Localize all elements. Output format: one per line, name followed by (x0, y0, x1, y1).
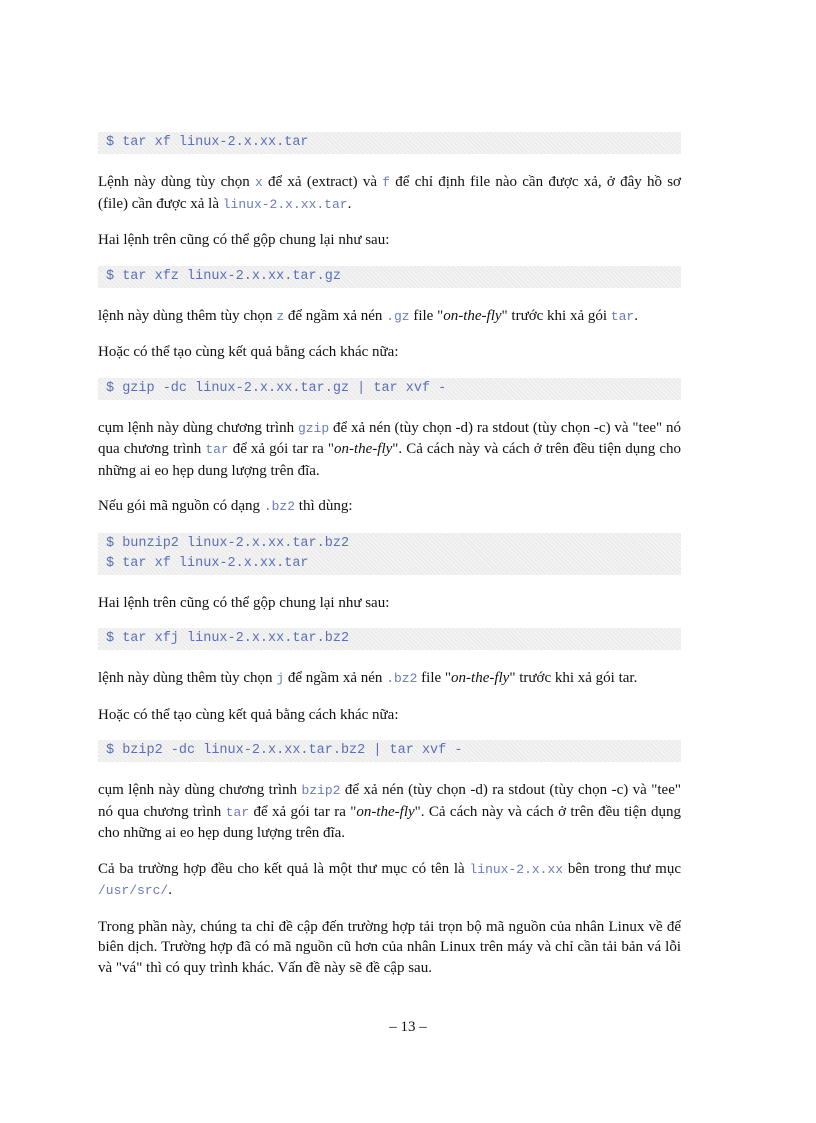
text: để chỉ định file nào cần được xả, ở đây hồ sơ (file) cần được xả là (98, 174, 681, 212)
text: Nếu gói mã nguồn có dạng (98, 498, 264, 514)
paragraph: Trong phần này, chúng ta chỉ đề cập đến trường hợp tải trọn bộ mã nguồn của nhân Linux về để biên dịch. Trường hợp đã có mã nguồn cũ hơn của nhân Linux trên máy và chỉ cần tải bản vá lỗi và "vá" thì có quy trình khác. Vấn đề này sẽ đề cập sau. (98, 918, 681, 976)
inline-code: linux-2.x.xx.tar (222, 196, 348, 212)
inline-code: gzip (297, 420, 330, 436)
text: bên trong thư mục (563, 860, 681, 877)
text: để xả nén (tùy chọn -d) ra stdout (tùy chọn -c) và "tee" nó qua chương trình (98, 782, 681, 820)
text: Lệnh này dùng tùy chọn (98, 174, 255, 190)
inline-code: bzip2 (301, 783, 341, 798)
paragraph: Hoặc có thể tạo cùng kết quả bằng cách khác nữa: (98, 344, 399, 360)
code-line: $ tar xfj linux-2.x.xx.tar.bz2 (106, 631, 350, 646)
text: Cả ba trường hợp đều cho kết quả là một thư mục có tên là (98, 860, 470, 877)
page-content (98, 132, 681, 978)
text: để xả (extract) và (262, 174, 383, 190)
paragraph: Hai lệnh trên cũng có thể gộp chung lại như sau: (98, 232, 390, 248)
paragraph (98, 859, 681, 902)
text: cụm lệnh này dùng chương trình (98, 419, 298, 436)
paragraph (98, 418, 681, 482)
code-line: $ bzip2 -dc linux-2.x.xx.tar.bz2 | tar xvf - (106, 743, 463, 758)
code-block (98, 628, 681, 650)
inline-code: tar (225, 804, 250, 820)
text: để ngầm xả nén (284, 670, 387, 686)
text: " trước khi xả gói tar. (509, 670, 638, 686)
emphasis: on-the-fly (333, 441, 393, 457)
text: để xả nén (tùy chọn -d) ra stdout (tùy chọn -c) và "tee" nó qua chương trình (98, 419, 682, 457)
code-line: $ tar xfz linux-2.x.xx.tar.gz (106, 268, 341, 284)
text: cụm lệnh này dùng chương trình (98, 782, 302, 798)
code-block (98, 740, 681, 762)
code-line: $ bunzip2 linux-2.x.xx.tar.bz2 (106, 535, 350, 551)
text: . (347, 195, 352, 212)
inline-code: linux-2.x.xx (469, 861, 564, 877)
text: file " (417, 670, 452, 686)
code-block (98, 132, 681, 154)
text: lệnh này dùng thêm tùy chọn (98, 670, 277, 686)
inline-code: j (276, 671, 285, 686)
code-block (98, 378, 681, 400)
inline-code: .gz (386, 308, 410, 324)
paragraph (98, 172, 681, 215)
code-block (98, 266, 681, 288)
text: ". Cả cách này và cách ở trên đều tiện dụng cho những ai eo hẹp dung lượng trên đĩa. (98, 441, 681, 479)
inline-code: tar (205, 442, 229, 457)
inline-code: /usr/src/ (98, 883, 169, 898)
text: lệnh này dùng thêm tùy chọn (98, 307, 277, 324)
emphasis: on-the-fly (443, 307, 502, 324)
inline-code: x (254, 175, 263, 190)
text: để ngầm xả nén (284, 307, 387, 324)
inline-code: z (276, 308, 285, 324)
paragraph (98, 668, 681, 690)
paragraph (98, 496, 681, 518)
inline-code: .bz2 (263, 499, 296, 514)
paragraph: Hai lệnh trên cũng có thể gộp chung lại như sau: (98, 594, 390, 611)
code-line: $ tar xf linux-2.x.xx.tar (106, 555, 309, 571)
text: . (634, 307, 638, 324)
text: để xả gói tar ra " (249, 803, 357, 820)
code-block (98, 533, 681, 575)
text: ". Cả cách này và cách ở trên đều tiện dụng cho những ai eo hẹp dung lượng trên đĩa. (98, 803, 681, 841)
code-line: $ gzip -dc linux-2.x.xx.tar.gz | tar xvf - (106, 380, 447, 396)
paragraph: Hoặc có thể tạo cùng kết quả bằng cách khác nữa: (98, 706, 399, 723)
inline-code: .bz2 (386, 671, 418, 686)
code-line: $ tar xf linux-2.x.xx.tar (106, 135, 309, 150)
emphasis: on-the-fly (356, 803, 415, 820)
text: " trước khi xả gói (501, 307, 611, 324)
text: thì dùng: (295, 498, 353, 514)
text: để xả gói tar ra " (228, 441, 334, 457)
inline-code: tar (610, 308, 635, 324)
text: . (168, 882, 172, 898)
text: file " (409, 307, 444, 324)
inline-code: f (382, 175, 391, 190)
emphasis: on-the-fly (451, 670, 510, 686)
page-number: – 13 – (389, 1019, 427, 1035)
paragraph (98, 306, 681, 328)
paragraph (98, 780, 681, 844)
